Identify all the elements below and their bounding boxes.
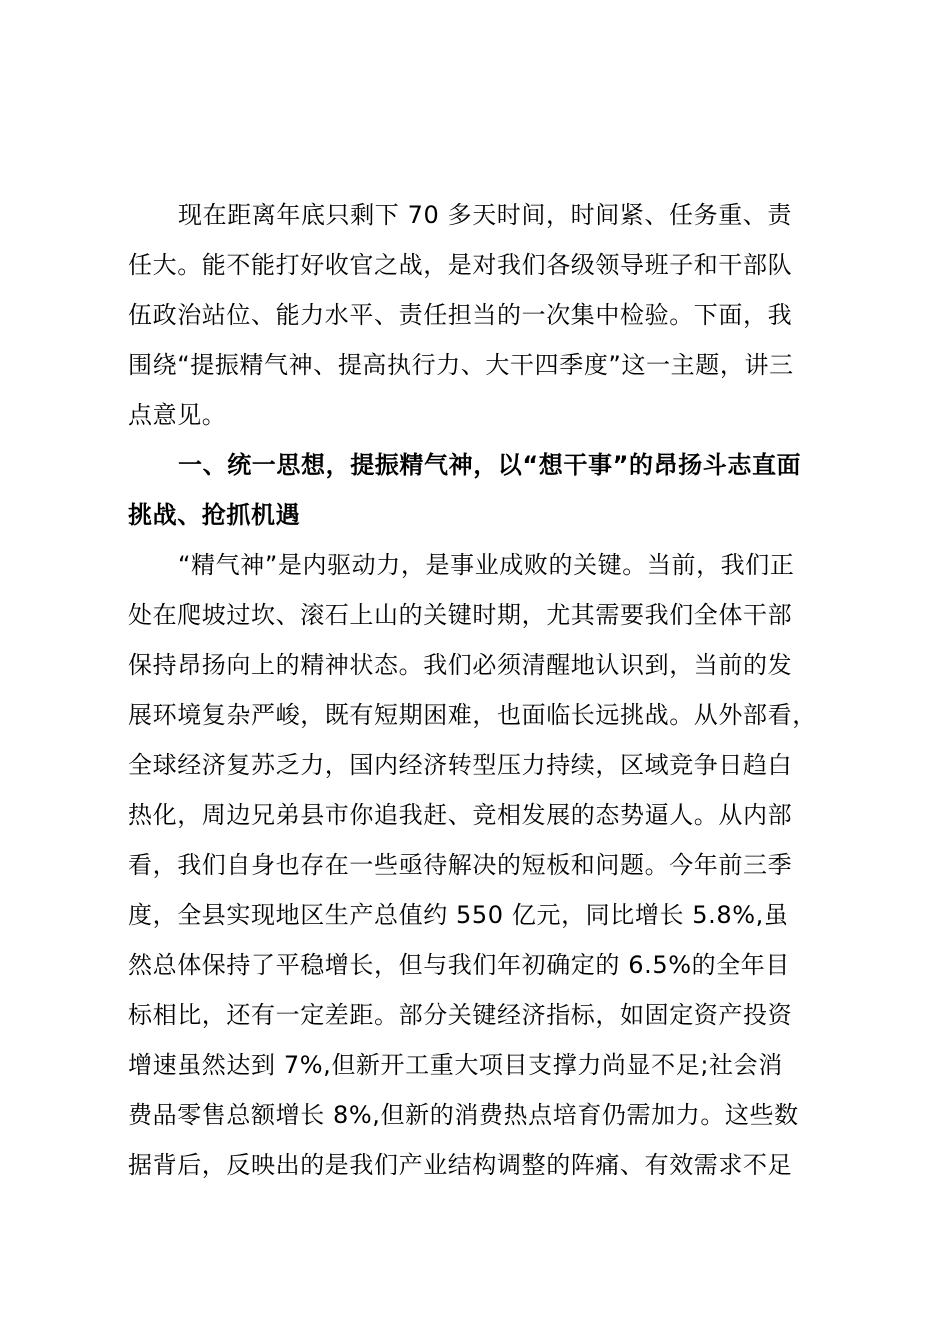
- text-line: “精气神”是内驱动力，是事业成败的关键。当前，我们正: [178, 551, 795, 579]
- text-line: 围绕“提振精气神、提高执行力、大干四季度”这一主题，讲三: [128, 351, 794, 379]
- text-line: 热化，周边兄弟县市你追我赶、竞相发展的态势逼人。从内部: [128, 801, 793, 829]
- text-line: 处在爬坡过坎、滚石上山的关键时期，尤其需要我们全体干部: [128, 601, 793, 629]
- text-line: 任大。能不能打好收官之战，是对我们各级领导班子和干部队: [128, 251, 793, 279]
- text-line: 据背后，反映出的是我们产业结构调整的阵痛、有效需求不足: [128, 1151, 793, 1179]
- section-heading-line: 挑战、抢抓机遇: [128, 501, 301, 529]
- document-page: [128, 190, 828, 1190]
- text-line: 伍政治站位、能力水平、责任担当的一次集中检验。下面，我: [128, 301, 793, 329]
- text-line: 全球经济复苏乏力，国内经济转型压力持续，区域竞争日趋白: [128, 751, 793, 779]
- text-line: 保持昂扬向上的精神状态。我们必须清醒地认识到，当前的发: [128, 651, 793, 679]
- text-line: 现在距离年底只剩下 70 多天时间，时间紧、任务重、责: [178, 201, 792, 229]
- text-line: 然总体保持了平稳增长，但与我们年初确定的 6.5%的全年目: [128, 951, 790, 979]
- text-line: 度，全县实现地区生产总值约 550 亿元，同比增长 5.8%,虽: [128, 901, 789, 929]
- section-heading-line: 一、统一思想，提振精气神，以“想干事”的昂扬斗志直面: [178, 451, 802, 479]
- text-line: 展环境复杂严峻，既有短期困难，也面临长远挑战。从外部看，: [128, 701, 817, 729]
- text-line: 标相比，还有一定差距。部分关键经济指标，如固定资产投资: [128, 1001, 793, 1029]
- text-line: 增速虽然达到 7%,但新开工重大项目支撑力尚显不足;社会消: [128, 1051, 783, 1079]
- text-line: 费品零售总额增长 8%,但新的消费热点培育仍需加力。这些数: [128, 1101, 799, 1129]
- text-line: 点意见。: [128, 401, 227, 429]
- text-line: 看，我们自身也存在一些亟待解决的短板和问题。今年前三季: [128, 851, 793, 879]
